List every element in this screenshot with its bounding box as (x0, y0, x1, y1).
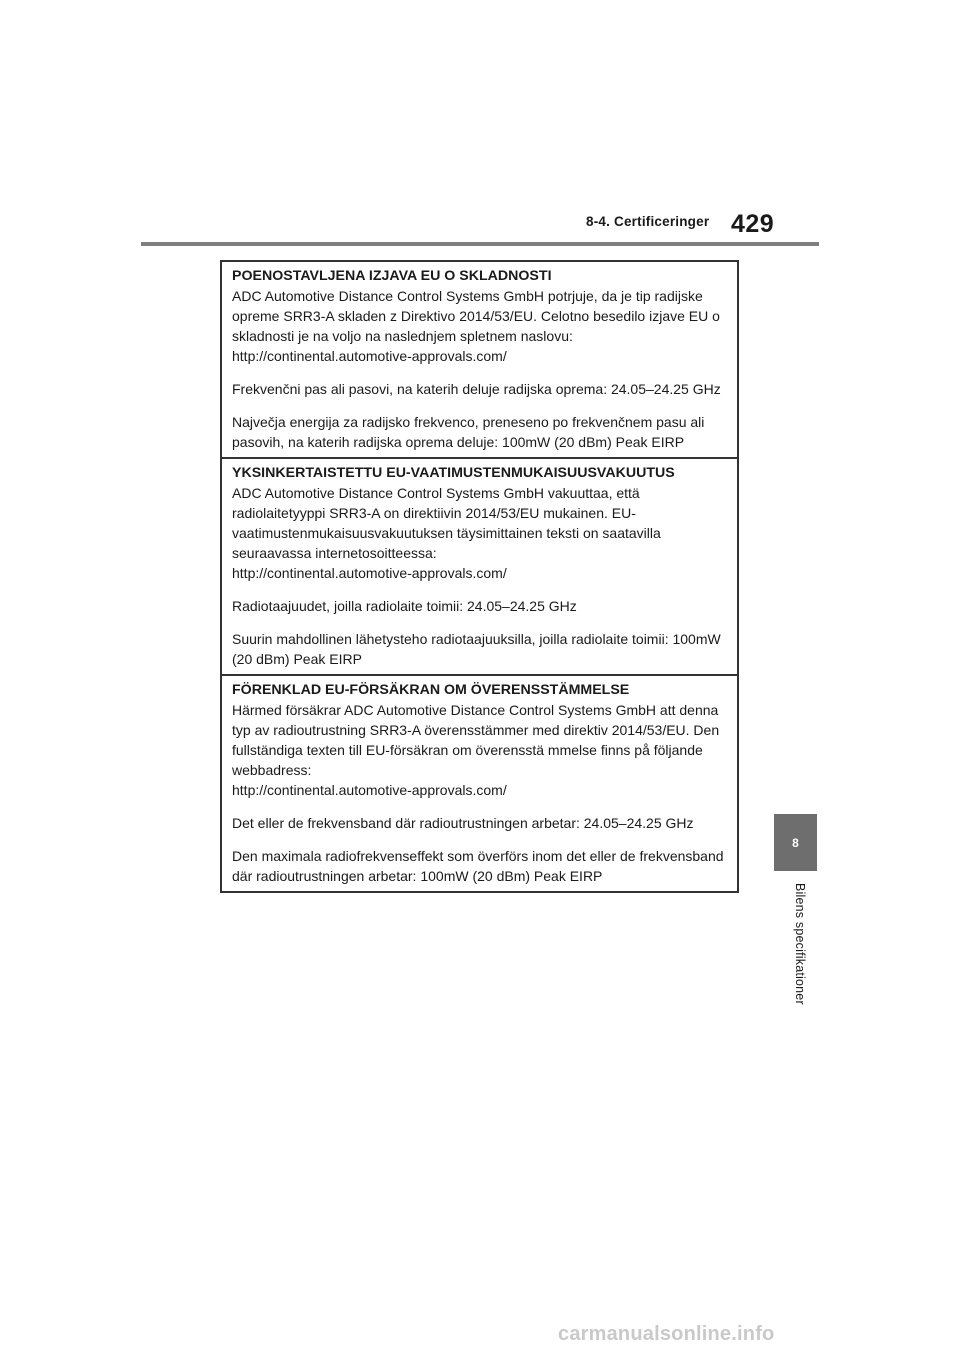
declaration-text: Härmed försäkrar ADC Automotive Distance Control Systems GmbH att denna typ av radioutrustning SRR3-A överensstämmer med direktiv 2014/53/EU. Den fullständiga texten till EU-försäkran om överensstä mmelse finns på följande webbadress: http://continental.automotive-approvals.com/ (232, 702, 720, 798)
chapter-label: Bilens specifikationer (793, 883, 807, 1005)
page-number: 429 (731, 210, 775, 238)
declaration-finnish (222, 459, 737, 676)
declaration-swedish (222, 676, 737, 891)
max-power-text: Suurin mahdollinen lähetysteho radiotaajuuksilla, joilla radiolaite toimii: 100mW (20 dBm) Peak EIRP (232, 631, 721, 667)
declaration-text: ADC Automotive Distance Control Systems GmbH potrjuje, da je tip radijske opreme SRR3-A skladen z Direktivo 2014/53/EU. Celotno besedilo izjave EU o skladnosti je na voljo na naslednjem spletnem naslovu: http://continental.automotive-approvals.com/ (232, 288, 720, 364)
frequency-band-text: Radiotaajuudet, joilla radiolaite toimii: 24.05–24.25 GHz (232, 598, 577, 614)
watermark: carmanualsonline.info (558, 1323, 775, 1345)
declaration-slovenian (222, 262, 737, 459)
chapter-tab (774, 814, 817, 871)
header-divider (141, 242, 819, 246)
chapter-number: 8 (792, 835, 799, 850)
frequency-band-text: Frekvenčni pas ali pasovi, na katerih deluje radijska oprema: 24.05–24.25 GHz (232, 381, 721, 397)
declaration-title: FÖRENKLAD EU-FÖRSÄKRAN OM ÖVERENSSTÄMMELSE (232, 682, 630, 698)
declaration-text: ADC Automotive Distance Control Systems GmbH vakuuttaa, että radiolaitetyyppi SRR3-A on direktiivin 2014/53/EU mukainen. EU-vaatimustenmukaisuusvakuutuksen täysimittainen teksti on saatavilla seuraavassa internetosoitteessa: http://continental.automotive-approvals.com/ (232, 485, 661, 581)
frequency-band-text: Det eller de frekvensband där radioutrustningen arbetar: 24.05–24.25 GHz (232, 815, 694, 831)
max-power-text: Največja energija za radijsko frekvenco, preneseno po frekvenčnem pasu ali pasovih, na katerih radijska oprema deluje: 100mW (20 dBm) Peak EIRP (232, 414, 705, 450)
max-power-text: Den maximala radiofrekvenseffekt som överförs inom det eller de frekvensband där radioutrustningen arbetar: 100mW (20 dBm) Peak EIRP (232, 848, 724, 884)
declaration-title: POENOSTAVLJENA IZJAVA EU O SKLADNOSTI (232, 268, 552, 284)
declarations-box (220, 260, 739, 893)
section-heading: 8-4. Certificeringer (586, 214, 710, 229)
declaration-title: YKSINKERTAISTETTU EU-VAATIMUSTENMUKAISUUSVAKUUTUS (232, 465, 675, 481)
